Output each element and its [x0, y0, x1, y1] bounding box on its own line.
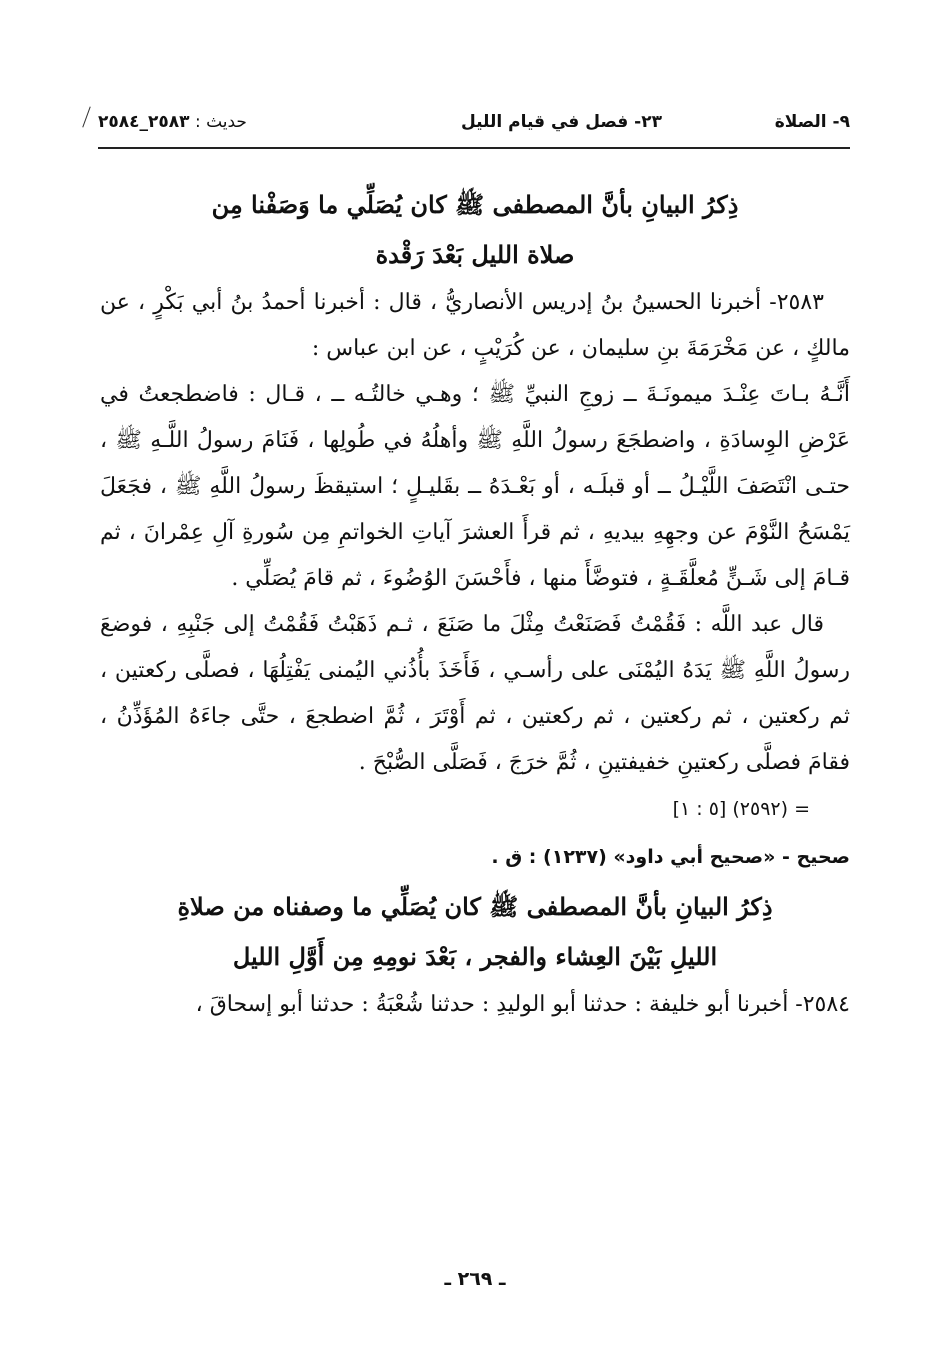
- header-rule: [98, 147, 850, 149]
- running-header-hadith: [98, 112, 247, 132]
- section-heading-1-line-2: صلاة الليل بَعْدَ رَقْدة: [375, 240, 575, 269]
- margin-mark: [82, 106, 90, 127]
- hadith-2583-reference: = (٢٥٩٢) [٥ : ١]: [672, 798, 810, 820]
- hadith-2584-isnad: ٢٥٨٤- أخبرنا أبو خليفة : حدثنا أبو الوليدِ : حدثنا شُعْبَةُ : حدثنا أبو إسحاقَ ،: [195, 992, 850, 1017]
- section-heading-2-line-2: الليلِ بَيْنَ العِشاء والفجر ، بَعْدَ نومِهِ مِن أَوَّلِ الليل: [232, 942, 718, 971]
- running-header-hadith-range: ٢٥٨٣_٢٥٨٤: [98, 112, 190, 132]
- section-heading-1-line-1: ذِكرُ البيانِ بأنَّ المصطفى ﷺ كان يُصَلِّي ما وَصَفْنا مِن: [211, 190, 739, 219]
- section-heading-2-line-1: ذِكرُ البيانِ بأنَّ المصطفى ﷺ كان يُصَلِّي ما وصفناه من صلاةِ: [177, 892, 773, 921]
- page-body: [100, 180, 850, 1028]
- hadith-2583-grade: صحيح - «صحيح أبي داود» (١٢٣٧) : ق .: [491, 846, 850, 868]
- running-header-book: ٩- الصلاة: [774, 112, 850, 132]
- page-number: ـ ٢٦٩ ـ: [444, 1268, 506, 1290]
- running-header-hadith-label: حديث :: [194, 112, 247, 132]
- hadith-2583-isnad: ٢٥٨٣- أخبرنا الحسينُ بنُ إدريس الأنصاريُّ ، قال : أخبرنا أحمدُ بنُ أبي بَكْرٍ ، عن مالكٍ ، عن مَخْرَمَةَ بنِ سليمان ، عن كُرَيْبٍ ، عن ابن عباس :: [100, 290, 850, 361]
- running-header: [98, 112, 850, 142]
- hadith-2583-matn-2: قال عبد اللَّه : فَقُمْتُ فَصَنَعْتُ مِثْلَ ما صَنَعَ ، ثـم ذَهَبْتُ فَقُمْتُ إلى جَنْبِهِ ، فوضعَ رسولُ اللَّهِ ﷺ يَدَهُ اليُمْنَى على رأسـي ، فَأَخَذَ بأُذُني اليُمنى يَفْتِلُهَا ، فصلَّى ركعتين ، ثم ركعتين ، ثم ركعتين ، ثم ركعتين ، ثم أَوْتَرَ ، ثُمَّ اضطجعَ ، حتَّى جاءَهُ المُؤَذِّنُ ، فقامَ فصلَّى ركعتينِ خفيفتينِ ، ثُمَّ خرَجَ ، فَصَلَّى الصُّبْحَ .: [100, 612, 850, 775]
- hadith-2583-matn-1: أَنَّـهُ بـاتَ عِنْـدَ ميمونَـةَ ــ زوجِ النبيِّ ﷺ ؛ وهـي خالتُـه ــ ، قـال : فاضطجعتُ في عَرْضِ الوِسادَةِ ، واضطجَعَ رسولُ اللَّهِ ﷺ وأهلُهُ في طُولِها ، فَنَامَ رسولُ اللَّـهِ ﷺ ، حتـى انْتَصَفَ اللَّيْـلُ ــ أو قبلَـه ، أو بَعْـدَهُ ــ بقَليـلٍ ؛ استيقظَ رسولُ اللَّهِ ﷺ ، فجَعَلَ يَمْسَحُ النَّوْمَ عن وجهِهِ بيديهِ ، ثم قرأَ العشرَ آياتِ الخواتمِ مِن سُورةِ آلِ عِمْرانَ ، ثم قـامَ إلى شَـنٍّ مُعلَّقَـةٍ ، فتوضَّأَ منها ، فأَحْسَنَ الوُضُوءَ ، ثم قامَ يُصَلِّي .: [100, 382, 850, 591]
- running-header-chapter: ٢٣- فصل في قيام الليل: [460, 112, 662, 132]
